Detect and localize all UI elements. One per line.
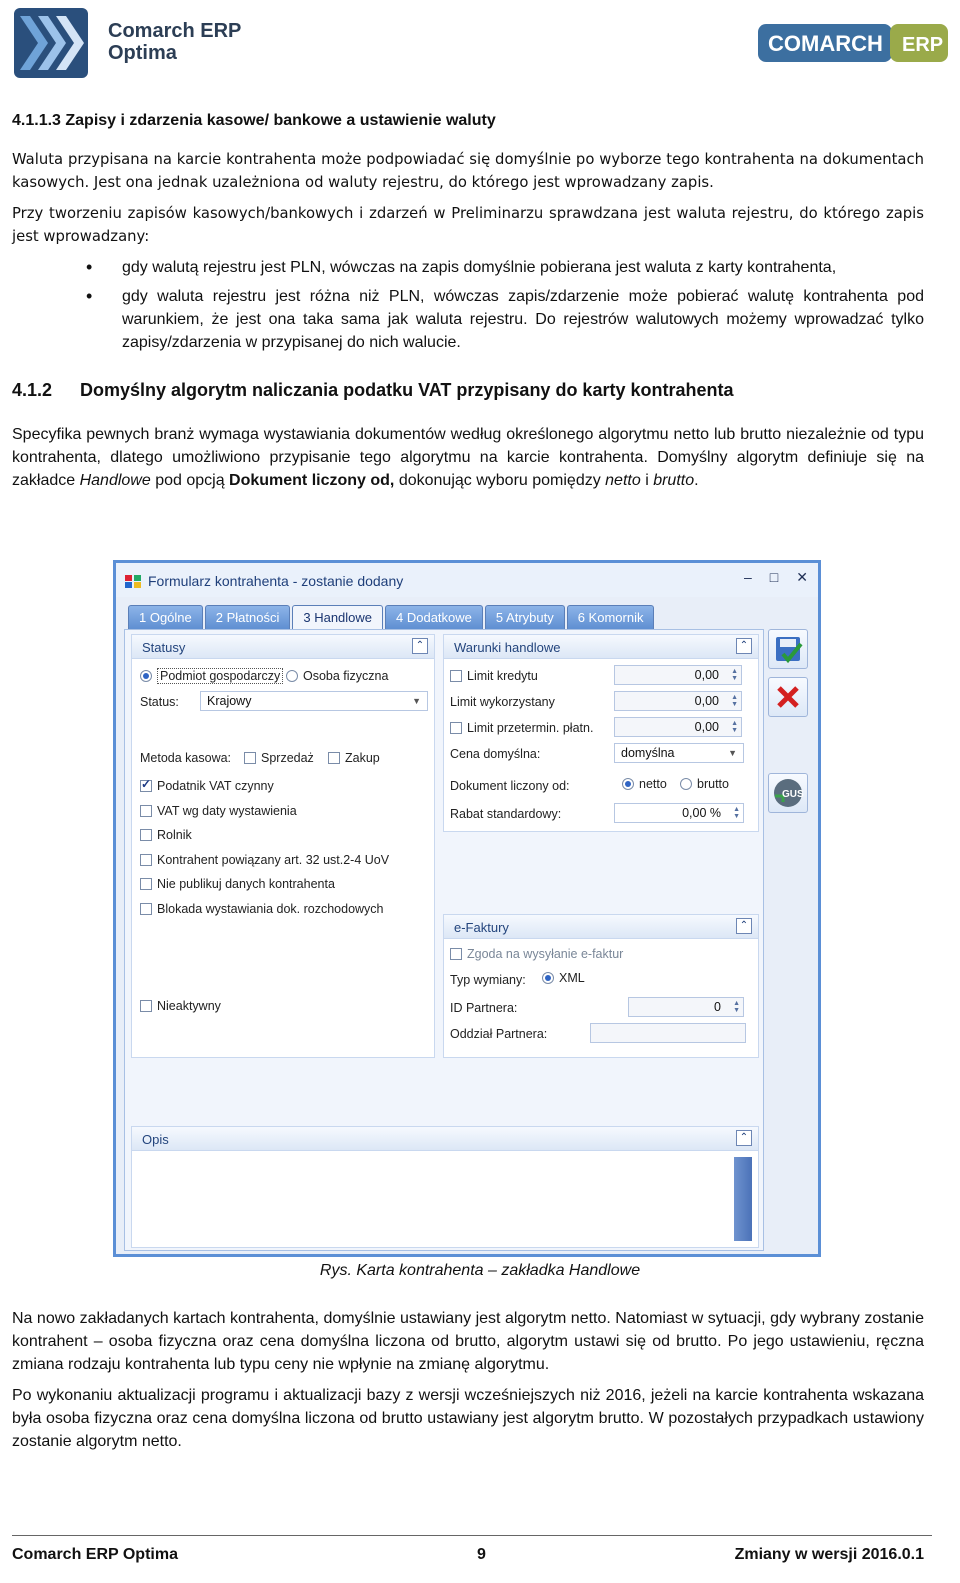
limit-przeterm-checkbox[interactable]: Limit przetermin. płatn. <box>450 721 593 735</box>
limit-wykorzystany-field: 0,00 ▲ ▼ <box>614 691 742 711</box>
chevron-down-icon: ▼ <box>728 748 737 758</box>
maximize-icon[interactable]: □ <box>769 569 779 585</box>
cena-domyslna-label: Cena domyślna: <box>450 747 541 761</box>
zakup-checkbox[interactable]: Zakup <box>328 751 380 765</box>
svg-text:COMARCH: COMARCH <box>768 31 883 56</box>
id-partnera-field[interactable]: 0 ▲ ▼ <box>628 997 744 1017</box>
status-label: Status: <box>140 695 179 709</box>
sprzedaz-checkbox[interactable]: Sprzedaż <box>244 751 314 765</box>
save-icon <box>769 630 807 668</box>
gus-icon <box>769 774 807 812</box>
window-titlebar[interactable] <box>116 563 818 597</box>
opis-textarea[interactable] <box>136 1155 722 1241</box>
save-button[interactable] <box>768 629 808 669</box>
paragraph: Po wykonaniu aktualizacji programu i aktualizacji bazy z wersji wcześniejszych niż 2016, jeżeli na karcie kontrahenta wskazana była osoba fizyczna oraz cena domyślna liczona od brutto ustawiany jest algorytm brutto. W pozostałych przypadkach ustawiony zostanie algorytm netto. <box>12 1387 924 1450</box>
limit-wykorzystany-label: Limit wykorzystany <box>450 695 555 709</box>
paragraph: Waluta przypisana na karcie kontrahenta może podpowiadać się domyślnie po wyborze tego kontrahenta na dokumentach kasowych. Jest ona jednak uzależniona od waluty rejestru, do którego jest wprowadzany zapis. <box>12 151 924 191</box>
opis-group <box>131 1126 759 1248</box>
oddzial-partnera-label: Oddział Partnera: <box>450 1027 548 1041</box>
section-heading-4113: 4.1.1.3 Zapisy i zdarzenia kasowe/ bankowe a ustawienie waluty <box>12 112 496 129</box>
cancel-icon <box>769 678 807 716</box>
group-title: Warunki handlowe <box>454 640 561 655</box>
cancel-button[interactable] <box>768 677 808 717</box>
xml-radio[interactable]: XML <box>542 971 585 985</box>
window-title: Formularz kontrahenta - zostanie dodany <box>148 573 404 589</box>
minimize-icon[interactable]: – <box>744 569 752 585</box>
list-item: • gdy waluta rejestru jest różna niż PLN, wówczas zapis/zdarzenie może pobierać walutę kontrahenta pod warunkiem, że jest ona taka sama jak waluta rejestru. Do rejestrów walutowych możemy wprowadzać tylko zapisy/zdarzenia w przypisanej do nich walucie. <box>12 285 924 354</box>
tab-panel-handlowe <box>124 629 764 1251</box>
comarch-erp-optima-logo-icon <box>14 8 88 78</box>
group-title: Opis <box>142 1132 169 1147</box>
collapse-icon[interactable]: ⌃ <box>736 1130 752 1146</box>
app-icon <box>124 573 142 589</box>
rolnik-checkbox[interactable]: Rolnik <box>140 828 192 842</box>
nie-publikuj-checkbox[interactable]: Nie publikuj danych kontrahenta <box>140 877 335 891</box>
brutto-radio[interactable]: brutto <box>680 777 729 791</box>
warunki-handlowe-group <box>443 634 759 832</box>
paragraph: Specyfika pewnych branż wymaga wystawiania dokumentów według określonego algorytmu netto lub brutto niezależnie od typu kontrahenta, dlatego umożliwiono przypisanie tego algorytmu na karcie kontrahenta. Domyślny algorytm definiuje się na zakładce Handlowe pod opcją Dokument liczony od, dokonując wyboru pomiędzy netto i brutto. <box>12 426 924 489</box>
collapse-icon[interactable]: ⌃ <box>736 918 752 934</box>
contractor-form-window <box>113 560 821 1257</box>
e-faktury-group <box>443 914 759 1058</box>
id-partnera-label: ID Partnera: <box>450 1001 518 1015</box>
svg-text:GUS: GUS <box>782 789 804 800</box>
collapse-icon[interactable]: ⌃ <box>412 638 428 654</box>
tab-komornik[interactable]: 6 Komornik <box>567 605 655 629</box>
cena-domyslna-select[interactable]: domyślna ▼ <box>614 743 744 763</box>
paragraph: Przy tworzeniu zapisów kasowych/bankowych i zdarzeń w Preliminarzu sprawdzana jest waluta rejestru, do którego zapis jest wprowadzany: <box>12 205 924 245</box>
tab-strip <box>128 605 654 629</box>
tab-platnosci[interactable]: 2 Płatności <box>205 605 291 629</box>
comarch-erp-brand-badge <box>758 24 948 62</box>
list-item: • gdy walutą rejestru jest PLN, wówczas na zapis domyślnie pobierana jest waluta z karty kontrahenta, <box>12 256 924 279</box>
paragraph: Na nowo zakładanych kartach kontrahenta, domyślnie ustawiany jest algorytm netto. Natomiast w sytuacji, gdy wybrany zostanie kontrahent – osoba fizyczna oraz cena domyślna liczona od brutto, algorytm ustawi się od brutto. Po jego ustawieniu, ręczna zmiana rodzaju kontrahenta lub typu ceny nie wpłynie na zmianę algorytmu. <box>12 1310 924 1373</box>
footer-version: Zmiany w wersji 2016.0.1 <box>734 1546 924 1563</box>
blokada-checkbox[interactable]: Blokada wystawiania dok. rozchodowych <box>140 902 384 916</box>
window-controls <box>744 569 808 586</box>
main-content <box>12 112 924 500</box>
podmiot-radio[interactable]: Podmiot gospodarczy <box>140 669 283 683</box>
chevron-down-icon: ▼ <box>412 696 421 706</box>
close-icon[interactable]: ✕ <box>796 569 808 585</box>
limit-kredytu-field[interactable]: 0,00 ▲ ▼ <box>614 665 742 685</box>
status-select[interactable]: Krajowy ▼ <box>200 691 428 711</box>
limit-kredytu-checkbox[interactable]: Limit kredytu <box>450 669 538 683</box>
page-header <box>0 0 960 90</box>
metoda-kasowa-label: Metoda kasowa: <box>140 751 232 765</box>
footer-product: Comarch ERP Optima <box>12 1546 178 1563</box>
statusy-group <box>131 634 435 1058</box>
typ-wymiany-label: Typ wymiany: <box>450 973 526 987</box>
main-content-after <box>12 1307 924 1461</box>
figure-caption: Rys. Karta kontrahenta – zakładka Handlowe <box>319 1262 641 1279</box>
kontrahent-powiazany-checkbox[interactable]: Kontrahent powiązany art. 32 ust.2-4 UoV <box>140 853 389 867</box>
podatnik-vat-checkbox[interactable]: ✓Podatnik VAT czynny <box>140 779 274 793</box>
bullet-list <box>12 256 924 354</box>
zgoda-checkbox[interactable]: Zgoda na wysyłanie e-faktur <box>450 947 623 961</box>
group-title: Statusy <box>142 640 186 655</box>
group-title: e-Faktury <box>454 920 509 935</box>
collapse-icon[interactable]: ⌃ <box>736 638 752 654</box>
limit-przeterm-field[interactable]: 0,00 ▲ ▼ <box>614 717 742 737</box>
product-name: Comarch ERP Optima <box>108 20 242 64</box>
tab-dodatkowe[interactable]: 4 Dodatkowe <box>385 605 483 629</box>
oddzial-partnera-field[interactable] <box>590 1023 746 1043</box>
scrollbar[interactable] <box>734 1157 752 1241</box>
page-number: 9 <box>477 1546 486 1563</box>
svg-text:ERP: ERP <box>902 34 944 56</box>
section-heading-412: 4.1.2 Domyślny algorytm naliczania podatku VAT przypisany do karty kontrahenta <box>12 380 734 400</box>
netto-radio[interactable]: netto <box>622 777 667 791</box>
rabat-label: Rabat standardowy: <box>450 807 562 821</box>
tab-handlowe[interactable]: 3 Handlowe <box>292 605 383 629</box>
footer-divider <box>12 1535 932 1536</box>
dokument-liczony-label: Dokument liczony od: <box>450 779 570 793</box>
tab-atrybuty[interactable]: 5 Atrybuty <box>485 605 565 629</box>
tab-ogolne[interactable]: 1 Ogólne <box>128 605 203 629</box>
vat-wg-daty-checkbox[interactable]: VAT wg daty wystawienia <box>140 804 297 818</box>
gus-button[interactable] <box>768 773 808 813</box>
osoba-fizyczna-radio[interactable]: Osoba fizyczna <box>286 669 388 683</box>
rabat-field[interactable]: 0,00 % ▲ ▼ <box>614 803 744 823</box>
nieaktywny-checkbox[interactable]: Nieaktywny <box>140 999 221 1013</box>
